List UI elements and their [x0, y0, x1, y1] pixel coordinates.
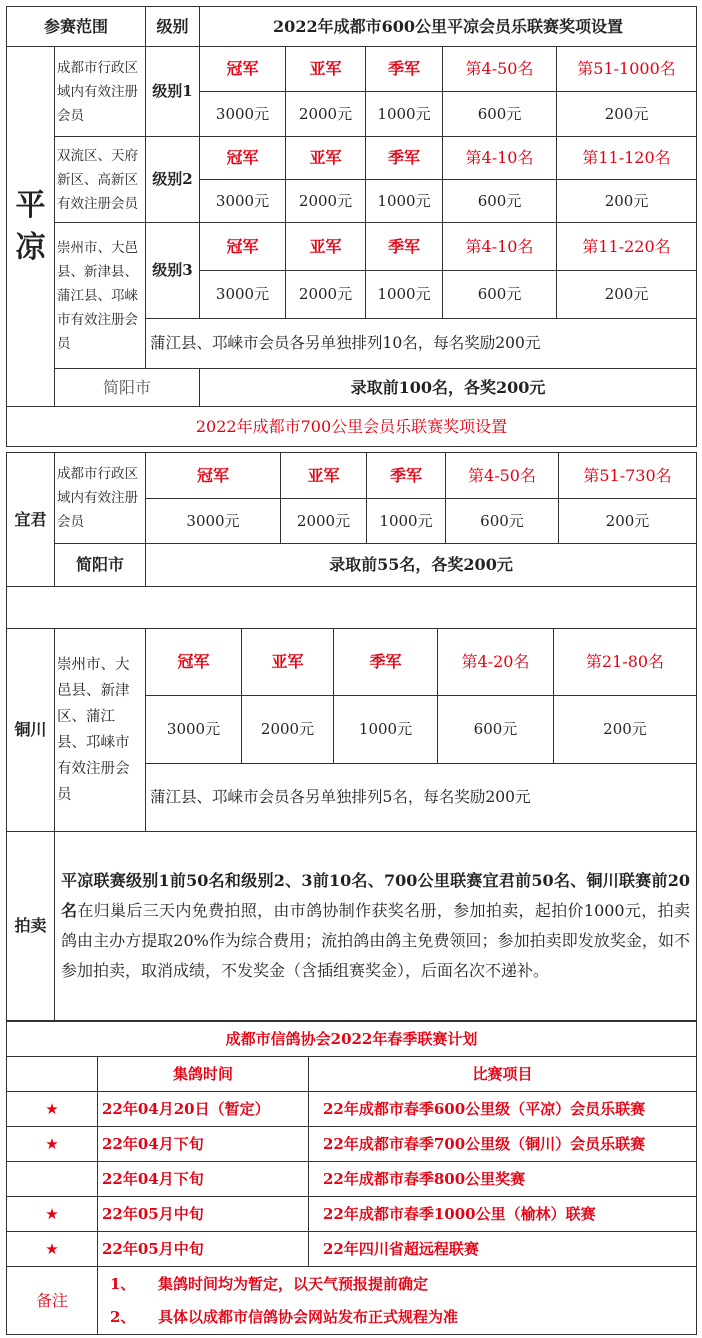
table-row — [7, 1127, 697, 1162]
rank-cell: 第4-50名 — [443, 47, 557, 92]
auction-text-bold: 平凉联赛级别1前50名和级别2、3前10名、700公里联赛宜君前50名、铜川联赛前20名 — [61, 871, 690, 920]
star-icon: ★ — [7, 1127, 98, 1162]
rank-cell: 亚军 — [286, 137, 366, 180]
rank-cell: 季军 — [367, 453, 446, 499]
star-icon: ★ — [7, 1092, 98, 1127]
prize-cell: 3000元 — [146, 499, 281, 544]
rank-cell: 亚军 — [286, 47, 366, 92]
rank-cell: 第11-220名 — [557, 223, 697, 271]
prize-cell: 600元 — [443, 180, 557, 223]
scope-yijun: 成都市行政区域内有效注册会员 — [55, 453, 146, 544]
level-3-note: 蒲江县、邛崃市会员各另单独排列10名，每名奖励200元 — [146, 319, 697, 369]
prize-cell: 2000元 — [286, 271, 366, 319]
tongchuan-note: 蒲江县、邛崃市会员各另单独排列5名，每名奖励200元 — [146, 764, 697, 832]
prize-cell: 200元 — [554, 696, 697, 764]
title-700km: 2022年成都市700公里会员乐联赛奖项设置 — [7, 407, 697, 447]
remark-label: 备注 — [7, 1267, 98, 1335]
scope-level-3: 崇州市、大邑县、新津县、蒲江县、邛崃市有效注册会员 — [55, 223, 146, 369]
remark-text: 集鸽时间均为暂定，以天气预报提前确定 — [158, 1274, 429, 1293]
prize-cell: 2000元 — [242, 696, 334, 764]
table-row — [7, 1197, 697, 1232]
prize-cell: 200元 — [557, 180, 697, 223]
prize-cell: 2000元 — [286, 92, 366, 137]
rank-cell: 冠军 — [200, 47, 286, 92]
header-scope: 参赛范围 — [7, 7, 146, 47]
yijun-jianyang-text: 录取前55名，各奖200元 — [146, 544, 697, 587]
auction-text-rest: 在归巢后三天内免费拍照，由市鸽协制作获奖名册，参加拍卖，起拍价1000元，拍卖鸽由主办方提取20%作为综合费用；流拍鸽由鸽主免费领回；参加拍卖即发放奖金，如不参加拍卖，取消成绩，不发奖金（含插组赛奖金），后面名次不递补。 — [61, 901, 690, 980]
region-tongchuan: 铜川 — [7, 629, 55, 832]
prize-cell: 600元 — [443, 92, 557, 137]
rank-cell: 第21-80名 — [554, 629, 697, 696]
star-icon: ★ — [7, 1232, 98, 1267]
rank-cell: 冠军 — [200, 223, 286, 271]
rank-cell: 冠军 — [200, 137, 286, 180]
schedule-time: 22年05月中旬 — [98, 1197, 309, 1232]
rank-cell: 第4-10名 — [443, 223, 557, 271]
schedule-col-time: 集鸽时间 — [98, 1057, 309, 1092]
table-row — [7, 1232, 697, 1267]
star-cell-empty — [7, 1162, 98, 1197]
rank-cell: 第51-730名 — [559, 453, 697, 499]
schedule-event: 22年成都市春季700公里级（铜川）会员乐联赛 — [309, 1127, 697, 1162]
pingliang-prize-table — [6, 6, 697, 447]
remark-item — [110, 1301, 696, 1334]
prize-cell: 3000元 — [200, 180, 286, 223]
prize-cell: 1000元 — [334, 696, 438, 764]
prize-cell: 600元 — [446, 499, 559, 544]
rank-cell: 第51-1000名 — [557, 47, 697, 92]
schedule-time: 22年04月20日（暂定） — [98, 1092, 309, 1127]
rank-cell: 冠军 — [146, 629, 242, 696]
rank-cell: 第4-20名 — [438, 629, 554, 696]
schedule-time: 22年05月中旬 — [98, 1232, 309, 1267]
region-pingliang — [7, 47, 55, 407]
scope-level-1: 成都市行政区域内有效注册会员 — [55, 47, 146, 137]
tongchuan-prize-table — [6, 628, 697, 1021]
prize-cell: 3000元 — [200, 271, 286, 319]
jianyang-text: 录取前100名，各奖200元 — [200, 369, 697, 407]
remark-list — [98, 1267, 697, 1335]
yijun-jianyang-label: 简阳市 — [55, 544, 146, 587]
auction-label: 拍卖 — [7, 832, 55, 1021]
prize-cell: 200元 — [557, 92, 697, 137]
rank-cell: 季军 — [334, 629, 438, 696]
prize-cell: 200元 — [557, 271, 697, 319]
schedule-event: 22年成都市春季1000公里（榆林）联赛 — [309, 1197, 697, 1232]
rank-cell: 季军 — [366, 47, 443, 92]
prize-cell: 3000元 — [146, 696, 242, 764]
level-2-label: 级别2 — [146, 137, 200, 223]
rank-cell: 第4-10名 — [443, 137, 557, 180]
rank-cell: 季军 — [366, 223, 443, 271]
schedule-table — [6, 1021, 697, 1335]
prize-cell: 1000元 — [367, 499, 446, 544]
remark-text: 具体以成都市信鸽协会网站发布正式规程为准 — [158, 1307, 459, 1326]
auction-text — [55, 832, 697, 1021]
rank-cell: 亚军 — [286, 223, 366, 271]
jianyang-label: 简阳市 — [55, 369, 200, 407]
prize-cell: 2000元 — [281, 499, 367, 544]
rank-cell: 第4-50名 — [446, 453, 559, 499]
title-600km: 2022年成都市600公里平凉会员乐联赛奖项设置 — [200, 7, 697, 47]
rank-cell: 亚军 — [242, 629, 334, 696]
schedule-col-event: 比赛项目 — [309, 1057, 697, 1092]
region-yijun: 宜君 — [7, 453, 55, 587]
prize-cell: 1000元 — [366, 180, 443, 223]
schedule-event: 22年四川省超远程联赛 — [309, 1232, 697, 1267]
remark-num: 2、 — [110, 1307, 136, 1326]
rank-cell: 第11-120名 — [557, 137, 697, 180]
prize-cell: 600元 — [443, 271, 557, 319]
scope-level-2: 双流区、天府新区、高新区有效注册会员 — [55, 137, 146, 223]
prize-cell: 200元 — [559, 499, 697, 544]
rank-cell: 季军 — [366, 137, 443, 180]
table-row — [7, 1162, 697, 1197]
level-3-label: 级别3 — [146, 223, 200, 319]
schedule-title: 成都市信鸽协会2022年春季联赛计划 — [7, 1022, 697, 1057]
header-level: 级别 — [146, 7, 200, 47]
blank-row — [7, 587, 697, 629]
prize-cell: 1000元 — [366, 92, 443, 137]
schedule-time: 22年04月下旬 — [98, 1127, 309, 1162]
schedule-star-header — [7, 1057, 98, 1092]
level-1-label: 级别1 — [146, 47, 200, 137]
schedule-event: 22年成都市春季800公里奖赛 — [309, 1162, 697, 1197]
schedule-event: 22年成都市春季600公里级（平凉）会员乐联赛 — [309, 1092, 697, 1127]
remark-item — [110, 1268, 696, 1301]
schedule-time: 22年04月下旬 — [98, 1162, 309, 1197]
yijun-prize-table — [6, 452, 697, 629]
region-char-1: 平 — [15, 187, 46, 223]
rank-cell: 冠军 — [146, 453, 281, 499]
star-icon: ★ — [7, 1197, 98, 1232]
rank-cell: 亚军 — [281, 453, 367, 499]
scope-tongchuan: 崇州市、大邑县、新津区、蒲江县、邛崃市有效注册会员 — [55, 629, 146, 832]
prize-cell: 600元 — [438, 696, 554, 764]
prize-cell: 3000元 — [200, 92, 286, 137]
region-char-2: 凉 — [15, 229, 46, 265]
remark-num: 1、 — [110, 1274, 136, 1293]
table-row — [7, 1092, 697, 1127]
prize-cell: 2000元 — [286, 180, 366, 223]
prize-cell: 1000元 — [366, 271, 443, 319]
